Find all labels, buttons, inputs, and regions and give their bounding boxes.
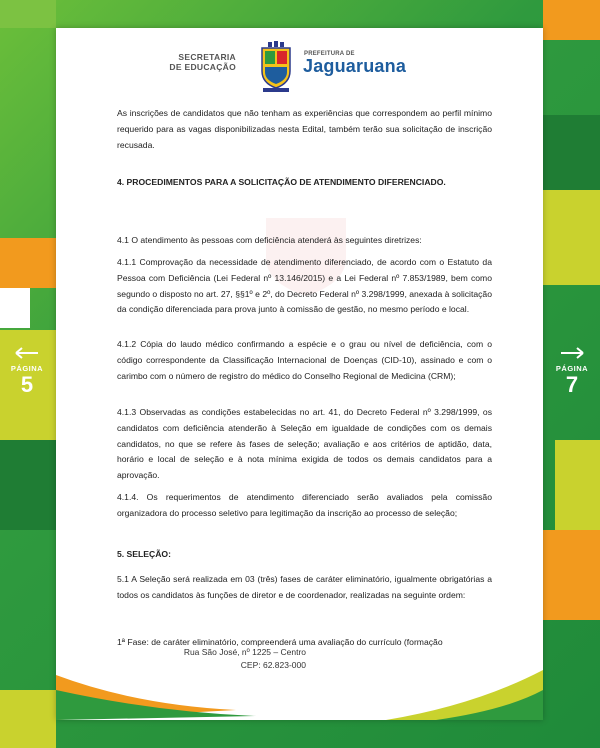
item-5-1: 5.1 A Seleção será realizada em 03 (três) fases de caráter eliminatório, igualmente obrigatórias a todos os candidatos às funções de diretor e de coordenador, realizadas na seguinte ordem: <box>117 574 492 600</box>
item-4-1-1: 4.1.1 Comprovação da necessidade de atendimento diferenciado, de acordo com o Estatuto da Pessoa com Deficiência (Lei Federal nº 13.146/2015) e a Lei Federal nº 7.853/1989, bem como segundo o disposto no art. 27, §§1º e 2º, do Decreto Federal nº 3.298/1999, anexada à solicitação da condição diferenciada para prova junto à comissão de gestão, no mesmo período e local. <box>117 257 492 315</box>
municipality-name: Jaguaruana <box>303 56 407 76</box>
paragraph-1: As inscrições de candidatos que não tenham as experiências que correspondem ao perfil mínimo requerido para as vagas disponibilizadas nesta Edital, também terão sua solicitação de inscrição recusada. <box>117 108 492 150</box>
footer-address: Rua São José, nº 1225 – Centro CEP: 62.823-000 <box>183 647 306 670</box>
deco-block-top-right <box>543 0 600 40</box>
deco-block-bottom-left <box>0 690 56 748</box>
next-page-button[interactable] <box>550 346 594 397</box>
section-5-heading: 5. SELEÇÃO: <box>117 549 171 559</box>
arrow-right-icon <box>550 346 594 364</box>
item-4-1-4: 4.1.4. Os requerimentos de atendimento diferenciado serão avaliados pela comissão organizadora do processo seletivo para legitimação da inscrição ao processo de seleção; <box>117 492 492 518</box>
section-4-heading: 4. PROCEDIMENTOS PARA A SOLICITAÇÃO DE ATENDIMENTO DIFERENCIADO. <box>117 177 446 187</box>
deco-block-right-lime <box>555 440 600 530</box>
deco-block-left-green <box>0 440 56 530</box>
prefeitura-label: PREFEITURA DE <box>304 51 355 57</box>
deco-block-right-green <box>543 115 600 190</box>
next-page-label: PÁGINA <box>555 364 589 373</box>
prev-page-number: 5 <box>20 372 34 397</box>
item-4-1-2: 4.1.2 Cópia do laudo médico confirmando a espécie e o grau ou nível de deficiência, com o código correspondente da Classificação Internacional de Doenças (CID-10), assinado e com o carimbo com o número de registro do médico do Conselho Regional de Medicina (CRM); <box>117 339 492 381</box>
deco-block-left-white <box>0 288 30 328</box>
prev-page-label: PÁGINA <box>10 364 44 373</box>
deco-block-top-left <box>0 0 56 28</box>
arrow-left-icon <box>6 346 48 364</box>
crest-icon <box>259 41 293 93</box>
deco-block-right-yellow <box>543 190 600 285</box>
deco-block-right-orange <box>543 530 600 620</box>
fase-1: 1ª Fase: de caráter eliminatório, compreenderá uma avaliação do currículo (formação <box>117 637 443 647</box>
document-page <box>56 28 543 720</box>
deco-block-left-orange <box>0 238 56 288</box>
item-4-1: 4.1 O atendimento às pessoas com deficiência atenderá às seguintes diretrizes: <box>117 235 422 245</box>
document-header <box>56 28 543 108</box>
secretaria-label: SECRETARIA DE EDUCAÇÃO <box>169 52 236 72</box>
prev-page-button[interactable] <box>6 346 48 397</box>
next-page-number: 7 <box>565 372 579 397</box>
item-4-1-3: 4.1.3 Observadas as condições estabelecidas no art. 41, do Decreto Federal nº 3.298/1999, os candidatos com deficiência atenderão à Seleção em igualdade de condições com os demais candidatos, no que se refere às fases de seleção; avaliação e aos critérios de aptidão, data, horário e local de seleção e à nota mínima exigida de todos os demais candidatos para a aprovação. <box>117 407 492 481</box>
